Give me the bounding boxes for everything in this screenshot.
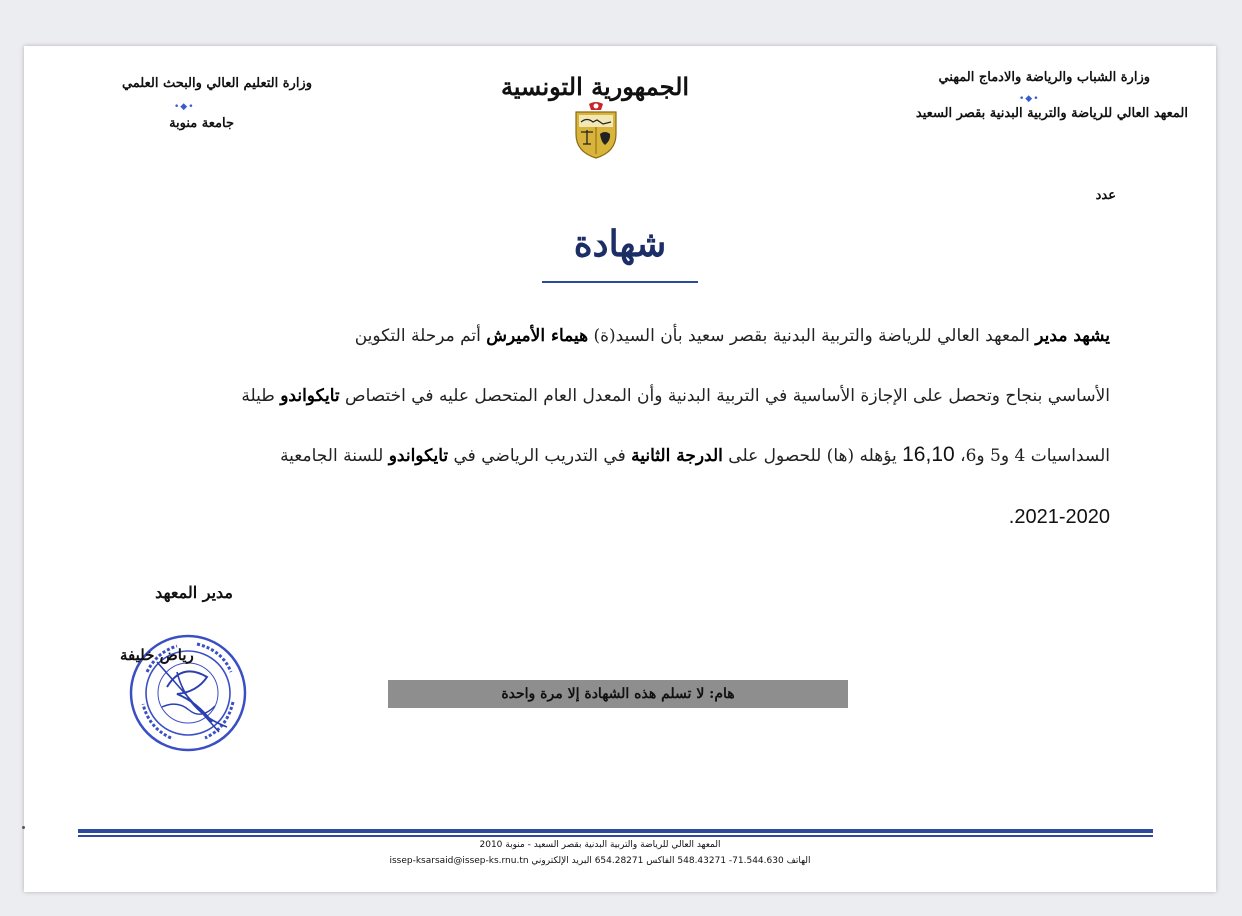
- signer-name: رياض خليفة: [120, 646, 194, 664]
- left-university-name: جامعة منوبة: [169, 116, 234, 131]
- body-text: أتم مرحلة التكوين: [354, 326, 487, 346]
- right-institute-name: المعهد العالي للرياضة والتربية البدنية بقصر السعيد: [915, 106, 1188, 121]
- specialty: تايكواندو: [280, 386, 340, 406]
- footer-rule-thick: [78, 829, 1153, 833]
- body-line-4: [1009, 506, 1110, 529]
- director-title: مدير المعهد: [155, 583, 233, 602]
- right-ornament: •◆•: [1019, 94, 1040, 104]
- body-line-3: [280, 443, 1110, 467]
- left-ministry-name: وزارة التعليم العالي والبحث العلمي: [121, 76, 312, 91]
- specialty-2: تايكواندو: [388, 446, 449, 466]
- body-text: في التدريب الرياضي في: [448, 446, 632, 466]
- body-text: للسنة الجامعية: [280, 446, 389, 466]
- academic-year: 2021-2020.: [1008, 506, 1110, 528]
- body-text: يؤهله (ها) للحصول على: [722, 446, 903, 466]
- republic-title: الجمهورية التونسية: [500, 72, 690, 101]
- body-line-2: [241, 386, 1110, 406]
- student-name: هيماء الأميرش: [486, 326, 589, 346]
- certifies-phrase: يشهد مدير: [1035, 326, 1110, 346]
- average-grade: 16,10: [902, 443, 955, 466]
- reference-number-label: عدد: [1095, 188, 1116, 203]
- tunisia-emblem: [571, 100, 621, 160]
- certificate-page: [24, 46, 1216, 892]
- body-text: الأساسي بنجاح وتحصل على الإجازة الأساسية في التربية البدنية وأن المعدل العام المتحصل عليه في اختصاص: [339, 386, 1110, 406]
- left-ornament: •◆•: [174, 102, 195, 112]
- body-text: السداسيات 4 و5 و6،: [954, 446, 1110, 466]
- body-text: المعهد العالي للرياضة والتربية البدنية بقصر سعيد بأن السيد(ة): [588, 326, 1036, 346]
- footer-rule-thin: [78, 835, 1153, 837]
- footer-address: المعهد العالي للرياضة والتربية البدنية بقصر السعيد - منوبة 2010: [479, 840, 721, 850]
- body-text: طيلة: [241, 386, 281, 406]
- right-ministry-name: وزارة الشباب والرياضة والادماج المهني: [938, 70, 1150, 85]
- single-issue-notice: هام: لا تسلم هذه الشهادة إلا مرة واحدة: [388, 680, 848, 708]
- body-line-1: [355, 326, 1110, 346]
- footer-contact: الهاتف 71.544.630- 548.43271 الفاكس 654.28271 البريد الإلكتروني issep-ksarsaid@issep-ks.rnu.tn: [389, 856, 811, 866]
- degree-level: الدرجة الثانية: [631, 446, 723, 466]
- scan-speck: [22, 826, 25, 829]
- title-underline: [542, 281, 698, 283]
- certificate-title: شهادة: [573, 223, 667, 265]
